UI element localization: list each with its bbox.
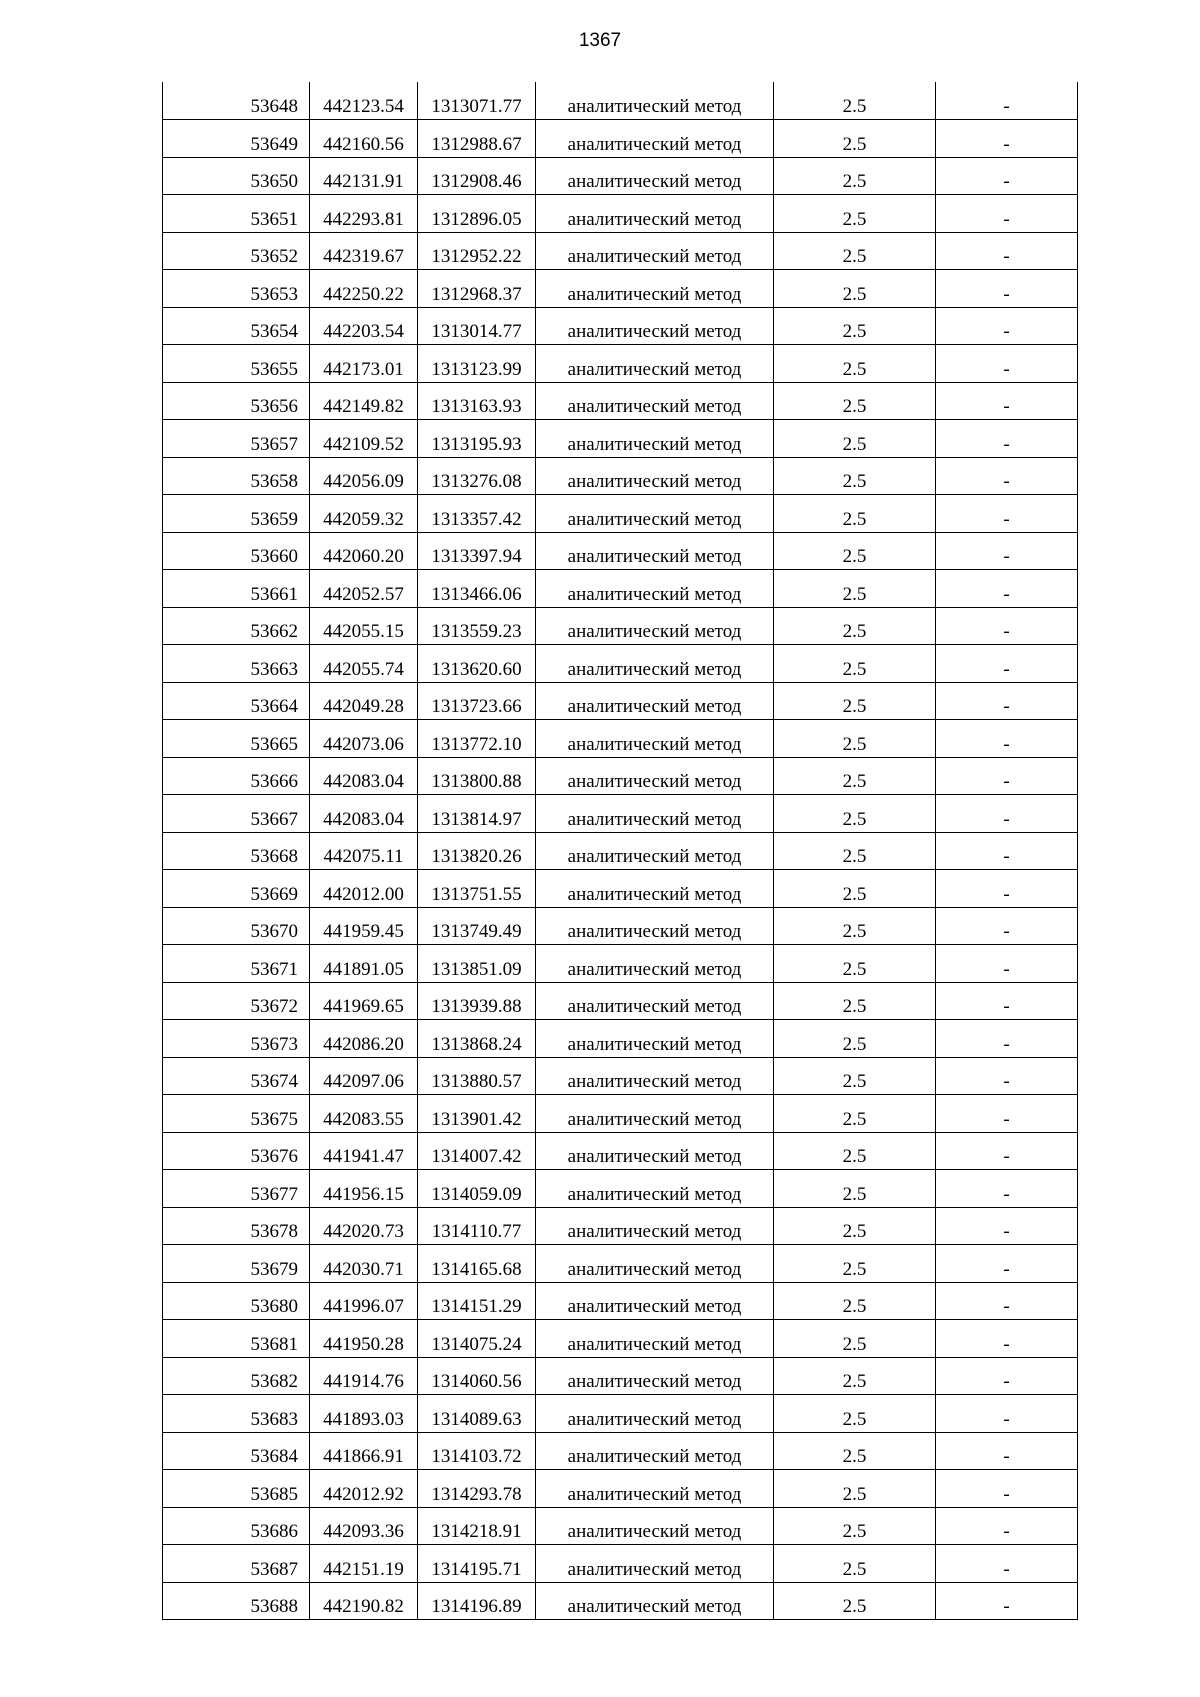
x-coordinate-cell: 442056.09 — [310, 457, 418, 495]
y-coordinate-cell: 1313357.42 — [418, 495, 536, 533]
note-cell: - — [936, 120, 1078, 158]
y-coordinate-cell: 1313559.23 — [418, 607, 536, 645]
precision-cell: 2.5 — [774, 1095, 936, 1133]
method-cell: аналитический метод — [536, 1020, 774, 1058]
note-cell: - — [936, 982, 1078, 1020]
note-cell: - — [936, 1545, 1078, 1583]
precision-cell: 2.5 — [774, 1395, 936, 1433]
table-row — [163, 157, 1078, 195]
method-cell: аналитический метод — [536, 532, 774, 570]
precision-cell: 2.5 — [774, 82, 936, 120]
x-coordinate-cell: 441866.91 — [310, 1432, 418, 1470]
x-coordinate-cell: 442073.06 — [310, 720, 418, 758]
precision-cell: 2.5 — [774, 907, 936, 945]
precision-cell: 2.5 — [774, 1020, 936, 1058]
precision-cell: 2.5 — [774, 1132, 936, 1170]
table-row — [163, 1282, 1078, 1320]
point-number-cell: 53686 — [163, 1507, 310, 1545]
method-cell: аналитический метод — [536, 1207, 774, 1245]
method-cell: аналитический метод — [536, 495, 774, 533]
point-number-cell: 53655 — [163, 345, 310, 383]
x-coordinate-cell: 442030.71 — [310, 1245, 418, 1283]
table-row — [163, 1132, 1078, 1170]
precision-cell: 2.5 — [774, 757, 936, 795]
x-coordinate-cell: 441891.05 — [310, 945, 418, 983]
table-row — [163, 645, 1078, 683]
precision-cell: 2.5 — [774, 157, 936, 195]
table-row — [163, 1395, 1078, 1433]
table-row — [163, 945, 1078, 983]
precision-cell: 2.5 — [774, 982, 936, 1020]
y-coordinate-cell: 1313620.60 — [418, 645, 536, 683]
table-row — [163, 1207, 1078, 1245]
x-coordinate-cell: 442173.01 — [310, 345, 418, 383]
y-coordinate-cell: 1312896.05 — [418, 195, 536, 233]
y-coordinate-cell: 1313276.08 — [418, 457, 536, 495]
note-cell: - — [936, 345, 1078, 383]
method-cell: аналитический метод — [536, 195, 774, 233]
y-coordinate-cell: 1312952.22 — [418, 232, 536, 270]
table-row — [163, 907, 1078, 945]
precision-cell: 2.5 — [774, 1545, 936, 1583]
y-coordinate-cell: 1313751.55 — [418, 870, 536, 908]
precision-cell: 2.5 — [774, 945, 936, 983]
point-number-cell: 53687 — [163, 1545, 310, 1583]
coordinates-table — [162, 82, 1078, 1620]
precision-cell: 2.5 — [774, 1582, 936, 1620]
table-row — [163, 1507, 1078, 1545]
point-number-cell: 53649 — [163, 120, 310, 158]
method-cell: аналитический метод — [536, 682, 774, 720]
table-row — [163, 1245, 1078, 1283]
precision-cell: 2.5 — [774, 195, 936, 233]
y-coordinate-cell: 1313749.49 — [418, 907, 536, 945]
y-coordinate-cell: 1313723.66 — [418, 682, 536, 720]
x-coordinate-cell: 442083.04 — [310, 795, 418, 833]
table-row — [163, 982, 1078, 1020]
method-cell: аналитический метод — [536, 1170, 774, 1208]
point-number-cell: 53660 — [163, 532, 310, 570]
x-coordinate-cell: 442012.92 — [310, 1470, 418, 1508]
point-number-cell: 53672 — [163, 982, 310, 1020]
method-cell: аналитический метод — [536, 1395, 774, 1433]
method-cell: аналитический метод — [536, 1095, 774, 1133]
point-number-cell: 53656 — [163, 382, 310, 420]
y-coordinate-cell: 1313814.97 — [418, 795, 536, 833]
table-row — [163, 270, 1078, 308]
point-number-cell: 53679 — [163, 1245, 310, 1283]
method-cell: аналитический метод — [536, 307, 774, 345]
note-cell: - — [936, 720, 1078, 758]
y-coordinate-cell: 1313868.24 — [418, 1020, 536, 1058]
point-number-cell: 53684 — [163, 1432, 310, 1470]
point-number-cell: 53667 — [163, 795, 310, 833]
table-row — [163, 1020, 1078, 1058]
x-coordinate-cell: 441914.76 — [310, 1357, 418, 1395]
note-cell: - — [936, 1507, 1078, 1545]
precision-cell: 2.5 — [774, 532, 936, 570]
precision-cell: 2.5 — [774, 1245, 936, 1283]
table-row — [163, 532, 1078, 570]
point-number-cell: 53662 — [163, 607, 310, 645]
table-row — [163, 82, 1078, 120]
x-coordinate-cell: 442319.67 — [310, 232, 418, 270]
table-row — [163, 382, 1078, 420]
note-cell: - — [936, 795, 1078, 833]
point-number-cell: 53678 — [163, 1207, 310, 1245]
x-coordinate-cell: 442075.11 — [310, 832, 418, 870]
x-coordinate-cell: 442049.28 — [310, 682, 418, 720]
method-cell: аналитический метод — [536, 795, 774, 833]
y-coordinate-cell: 1313195.93 — [418, 420, 536, 458]
table-row — [163, 607, 1078, 645]
method-cell: аналитический метод — [536, 607, 774, 645]
note-cell: - — [936, 232, 1078, 270]
y-coordinate-cell: 1314059.09 — [418, 1170, 536, 1208]
note-cell: - — [936, 382, 1078, 420]
table-row — [163, 120, 1078, 158]
precision-cell: 2.5 — [774, 232, 936, 270]
precision-cell: 2.5 — [774, 720, 936, 758]
note-cell: - — [936, 945, 1078, 983]
method-cell: аналитический метод — [536, 232, 774, 270]
precision-cell: 2.5 — [774, 495, 936, 533]
note-cell: - — [936, 570, 1078, 608]
point-number-cell: 53682 — [163, 1357, 310, 1395]
x-coordinate-cell: 441956.15 — [310, 1170, 418, 1208]
note-cell: - — [936, 907, 1078, 945]
point-number-cell: 53663 — [163, 645, 310, 683]
x-coordinate-cell: 442083.04 — [310, 757, 418, 795]
note-cell: - — [936, 870, 1078, 908]
y-coordinate-cell: 1313800.88 — [418, 757, 536, 795]
point-number-cell: 53683 — [163, 1395, 310, 1433]
precision-cell: 2.5 — [774, 645, 936, 683]
method-cell: аналитический метод — [536, 570, 774, 608]
precision-cell: 2.5 — [774, 420, 936, 458]
x-coordinate-cell: 442055.15 — [310, 607, 418, 645]
point-number-cell: 53664 — [163, 682, 310, 720]
precision-cell: 2.5 — [774, 1320, 936, 1358]
note-cell: - — [936, 157, 1078, 195]
table-row — [163, 1357, 1078, 1395]
precision-cell: 2.5 — [774, 270, 936, 308]
table-row — [163, 1170, 1078, 1208]
table-row — [163, 1582, 1078, 1620]
table-row — [163, 195, 1078, 233]
method-cell: аналитический метод — [536, 420, 774, 458]
x-coordinate-cell: 442123.54 — [310, 82, 418, 120]
method-cell: аналитический метод — [536, 1470, 774, 1508]
point-number-cell: 53670 — [163, 907, 310, 945]
x-coordinate-cell: 442109.52 — [310, 420, 418, 458]
table-row — [163, 307, 1078, 345]
method-cell: аналитический метод — [536, 157, 774, 195]
note-cell: - — [936, 82, 1078, 120]
x-coordinate-cell: 442250.22 — [310, 270, 418, 308]
table-row — [163, 570, 1078, 608]
note-cell: - — [936, 1057, 1078, 1095]
method-cell: аналитический метод — [536, 1357, 774, 1395]
y-coordinate-cell: 1314165.68 — [418, 1245, 536, 1283]
y-coordinate-cell: 1313820.26 — [418, 832, 536, 870]
note-cell: - — [936, 1020, 1078, 1058]
y-coordinate-cell: 1313071.77 — [418, 82, 536, 120]
precision-cell: 2.5 — [774, 120, 936, 158]
x-coordinate-cell: 442020.73 — [310, 1207, 418, 1245]
point-number-cell: 53676 — [163, 1132, 310, 1170]
x-coordinate-cell: 442151.19 — [310, 1545, 418, 1583]
y-coordinate-cell: 1313939.88 — [418, 982, 536, 1020]
y-coordinate-cell: 1312968.37 — [418, 270, 536, 308]
note-cell: - — [936, 1282, 1078, 1320]
y-coordinate-cell: 1314060.56 — [418, 1357, 536, 1395]
x-coordinate-cell: 441969.65 — [310, 982, 418, 1020]
note-cell: - — [936, 195, 1078, 233]
point-number-cell: 53668 — [163, 832, 310, 870]
note-cell: - — [936, 645, 1078, 683]
x-coordinate-cell: 442083.55 — [310, 1095, 418, 1133]
point-number-cell: 53675 — [163, 1095, 310, 1133]
precision-cell: 2.5 — [774, 795, 936, 833]
note-cell: - — [936, 532, 1078, 570]
method-cell: аналитический метод — [536, 757, 774, 795]
precision-cell: 2.5 — [774, 345, 936, 383]
point-number-cell: 53653 — [163, 270, 310, 308]
point-number-cell: 53674 — [163, 1057, 310, 1095]
note-cell: - — [936, 457, 1078, 495]
precision-cell: 2.5 — [774, 382, 936, 420]
point-number-cell: 53654 — [163, 307, 310, 345]
y-coordinate-cell: 1314103.72 — [418, 1432, 536, 1470]
precision-cell: 2.5 — [774, 1470, 936, 1508]
precision-cell: 2.5 — [774, 1207, 936, 1245]
note-cell: - — [936, 495, 1078, 533]
note-cell: - — [936, 1432, 1078, 1470]
precision-cell: 2.5 — [774, 832, 936, 870]
x-coordinate-cell: 442052.57 — [310, 570, 418, 608]
point-number-cell: 53652 — [163, 232, 310, 270]
note-cell: - — [936, 1095, 1078, 1133]
y-coordinate-cell: 1314007.42 — [418, 1132, 536, 1170]
table-row — [163, 720, 1078, 758]
table-row — [163, 1057, 1078, 1095]
y-coordinate-cell: 1314110.77 — [418, 1207, 536, 1245]
precision-cell: 2.5 — [774, 682, 936, 720]
point-number-cell: 53665 — [163, 720, 310, 758]
method-cell: аналитический метод — [536, 270, 774, 308]
precision-cell: 2.5 — [774, 1507, 936, 1545]
coordinates-table-body — [163, 82, 1078, 1620]
table-row — [163, 232, 1078, 270]
y-coordinate-cell: 1314293.78 — [418, 1470, 536, 1508]
table-row — [163, 420, 1078, 458]
method-cell: аналитический метод — [536, 1432, 774, 1470]
precision-cell: 2.5 — [774, 1357, 936, 1395]
y-coordinate-cell: 1314151.29 — [418, 1282, 536, 1320]
x-coordinate-cell: 441959.45 — [310, 907, 418, 945]
y-coordinate-cell: 1314196.89 — [418, 1582, 536, 1620]
point-number-cell: 53671 — [163, 945, 310, 983]
point-number-cell: 53661 — [163, 570, 310, 608]
method-cell: аналитический метод — [536, 1582, 774, 1620]
precision-cell: 2.5 — [774, 1170, 936, 1208]
note-cell: - — [936, 1357, 1078, 1395]
note-cell: - — [936, 832, 1078, 870]
y-coordinate-cell: 1314218.91 — [418, 1507, 536, 1545]
method-cell: аналитический метод — [536, 982, 774, 1020]
method-cell: аналитический метод — [536, 345, 774, 383]
y-coordinate-cell: 1313772.10 — [418, 720, 536, 758]
x-coordinate-cell: 441893.03 — [310, 1395, 418, 1433]
point-number-cell: 53688 — [163, 1582, 310, 1620]
x-coordinate-cell: 442060.20 — [310, 532, 418, 570]
note-cell: - — [936, 1582, 1078, 1620]
note-cell: - — [936, 1245, 1078, 1283]
x-coordinate-cell: 442059.32 — [310, 495, 418, 533]
point-number-cell: 53650 — [163, 157, 310, 195]
x-coordinate-cell: 442293.81 — [310, 195, 418, 233]
precision-cell: 2.5 — [774, 457, 936, 495]
x-coordinate-cell: 442131.91 — [310, 157, 418, 195]
table-row — [163, 1432, 1078, 1470]
note-cell: - — [936, 607, 1078, 645]
point-number-cell: 53657 — [163, 420, 310, 458]
method-cell: аналитический метод — [536, 1320, 774, 1358]
precision-cell: 2.5 — [774, 570, 936, 608]
precision-cell: 2.5 — [774, 1432, 936, 1470]
point-number-cell: 53666 — [163, 757, 310, 795]
y-coordinate-cell: 1313901.42 — [418, 1095, 536, 1133]
point-number-cell: 53658 — [163, 457, 310, 495]
method-cell: аналитический метод — [536, 82, 774, 120]
point-number-cell: 53659 — [163, 495, 310, 533]
method-cell: аналитический метод — [536, 645, 774, 683]
method-cell: аналитический метод — [536, 1507, 774, 1545]
note-cell: - — [936, 1470, 1078, 1508]
table-row — [163, 345, 1078, 383]
point-number-cell: 53669 — [163, 870, 310, 908]
y-coordinate-cell: 1312908.46 — [418, 157, 536, 195]
note-cell: - — [936, 1170, 1078, 1208]
x-coordinate-cell: 441996.07 — [310, 1282, 418, 1320]
table-row — [163, 457, 1078, 495]
table-row — [163, 495, 1078, 533]
page-number: 1367 — [578, 30, 622, 51]
table-row — [163, 1545, 1078, 1583]
note-cell: - — [936, 1320, 1078, 1358]
x-coordinate-cell: 442097.06 — [310, 1057, 418, 1095]
x-coordinate-cell: 442149.82 — [310, 382, 418, 420]
x-coordinate-cell: 442203.54 — [310, 307, 418, 345]
y-coordinate-cell: 1313466.06 — [418, 570, 536, 608]
x-coordinate-cell: 442055.74 — [310, 645, 418, 683]
method-cell: аналитический метод — [536, 720, 774, 758]
y-coordinate-cell: 1313014.77 — [418, 307, 536, 345]
y-coordinate-cell: 1314089.63 — [418, 1395, 536, 1433]
y-coordinate-cell: 1313880.57 — [418, 1057, 536, 1095]
x-coordinate-cell: 442012.00 — [310, 870, 418, 908]
table-row — [163, 682, 1078, 720]
x-coordinate-cell: 441941.47 — [310, 1132, 418, 1170]
method-cell: аналитический метод — [536, 457, 774, 495]
y-coordinate-cell: 1313123.99 — [418, 345, 536, 383]
y-coordinate-cell: 1314075.24 — [418, 1320, 536, 1358]
precision-cell: 2.5 — [774, 307, 936, 345]
point-number-cell: 53673 — [163, 1020, 310, 1058]
method-cell: аналитический метод — [536, 1245, 774, 1283]
table-row — [163, 1320, 1078, 1358]
point-number-cell: 53685 — [163, 1470, 310, 1508]
y-coordinate-cell: 1313163.93 — [418, 382, 536, 420]
method-cell: аналитический метод — [536, 832, 774, 870]
x-coordinate-cell: 442160.56 — [310, 120, 418, 158]
precision-cell: 2.5 — [774, 1282, 936, 1320]
precision-cell: 2.5 — [774, 607, 936, 645]
y-coordinate-cell: 1313397.94 — [418, 532, 536, 570]
y-coordinate-cell: 1313851.09 — [418, 945, 536, 983]
point-number-cell: 53681 — [163, 1320, 310, 1358]
table-row — [163, 870, 1078, 908]
method-cell: аналитический метод — [536, 1132, 774, 1170]
method-cell: аналитический метод — [536, 907, 774, 945]
y-coordinate-cell: 1314195.71 — [418, 1545, 536, 1583]
x-coordinate-cell: 442190.82 — [310, 1582, 418, 1620]
table-row — [163, 1470, 1078, 1508]
point-number-cell: 53677 — [163, 1170, 310, 1208]
point-number-cell: 53648 — [163, 82, 310, 120]
note-cell: - — [936, 1395, 1078, 1433]
x-coordinate-cell: 441950.28 — [310, 1320, 418, 1358]
x-coordinate-cell: 442093.36 — [310, 1507, 418, 1545]
precision-cell: 2.5 — [774, 1057, 936, 1095]
x-coordinate-cell: 442086.20 — [310, 1020, 418, 1058]
method-cell: аналитический метод — [536, 1545, 774, 1583]
note-cell: - — [936, 757, 1078, 795]
table-row — [163, 1095, 1078, 1133]
method-cell: аналитический метод — [536, 1282, 774, 1320]
method-cell: аналитический метод — [536, 1057, 774, 1095]
y-coordinate-cell: 1312988.67 — [418, 120, 536, 158]
table-row — [163, 757, 1078, 795]
method-cell: аналитический метод — [536, 382, 774, 420]
note-cell: - — [936, 420, 1078, 458]
note-cell: - — [936, 270, 1078, 308]
note-cell: - — [936, 682, 1078, 720]
table-row — [163, 795, 1078, 833]
note-cell: - — [936, 1132, 1078, 1170]
point-number-cell: 53651 — [163, 195, 310, 233]
precision-cell: 2.5 — [774, 870, 936, 908]
note-cell: - — [936, 307, 1078, 345]
table-row — [163, 832, 1078, 870]
method-cell: аналитический метод — [536, 870, 774, 908]
method-cell: аналитический метод — [536, 945, 774, 983]
method-cell: аналитический метод — [536, 120, 774, 158]
note-cell: - — [936, 1207, 1078, 1245]
point-number-cell: 53680 — [163, 1282, 310, 1320]
